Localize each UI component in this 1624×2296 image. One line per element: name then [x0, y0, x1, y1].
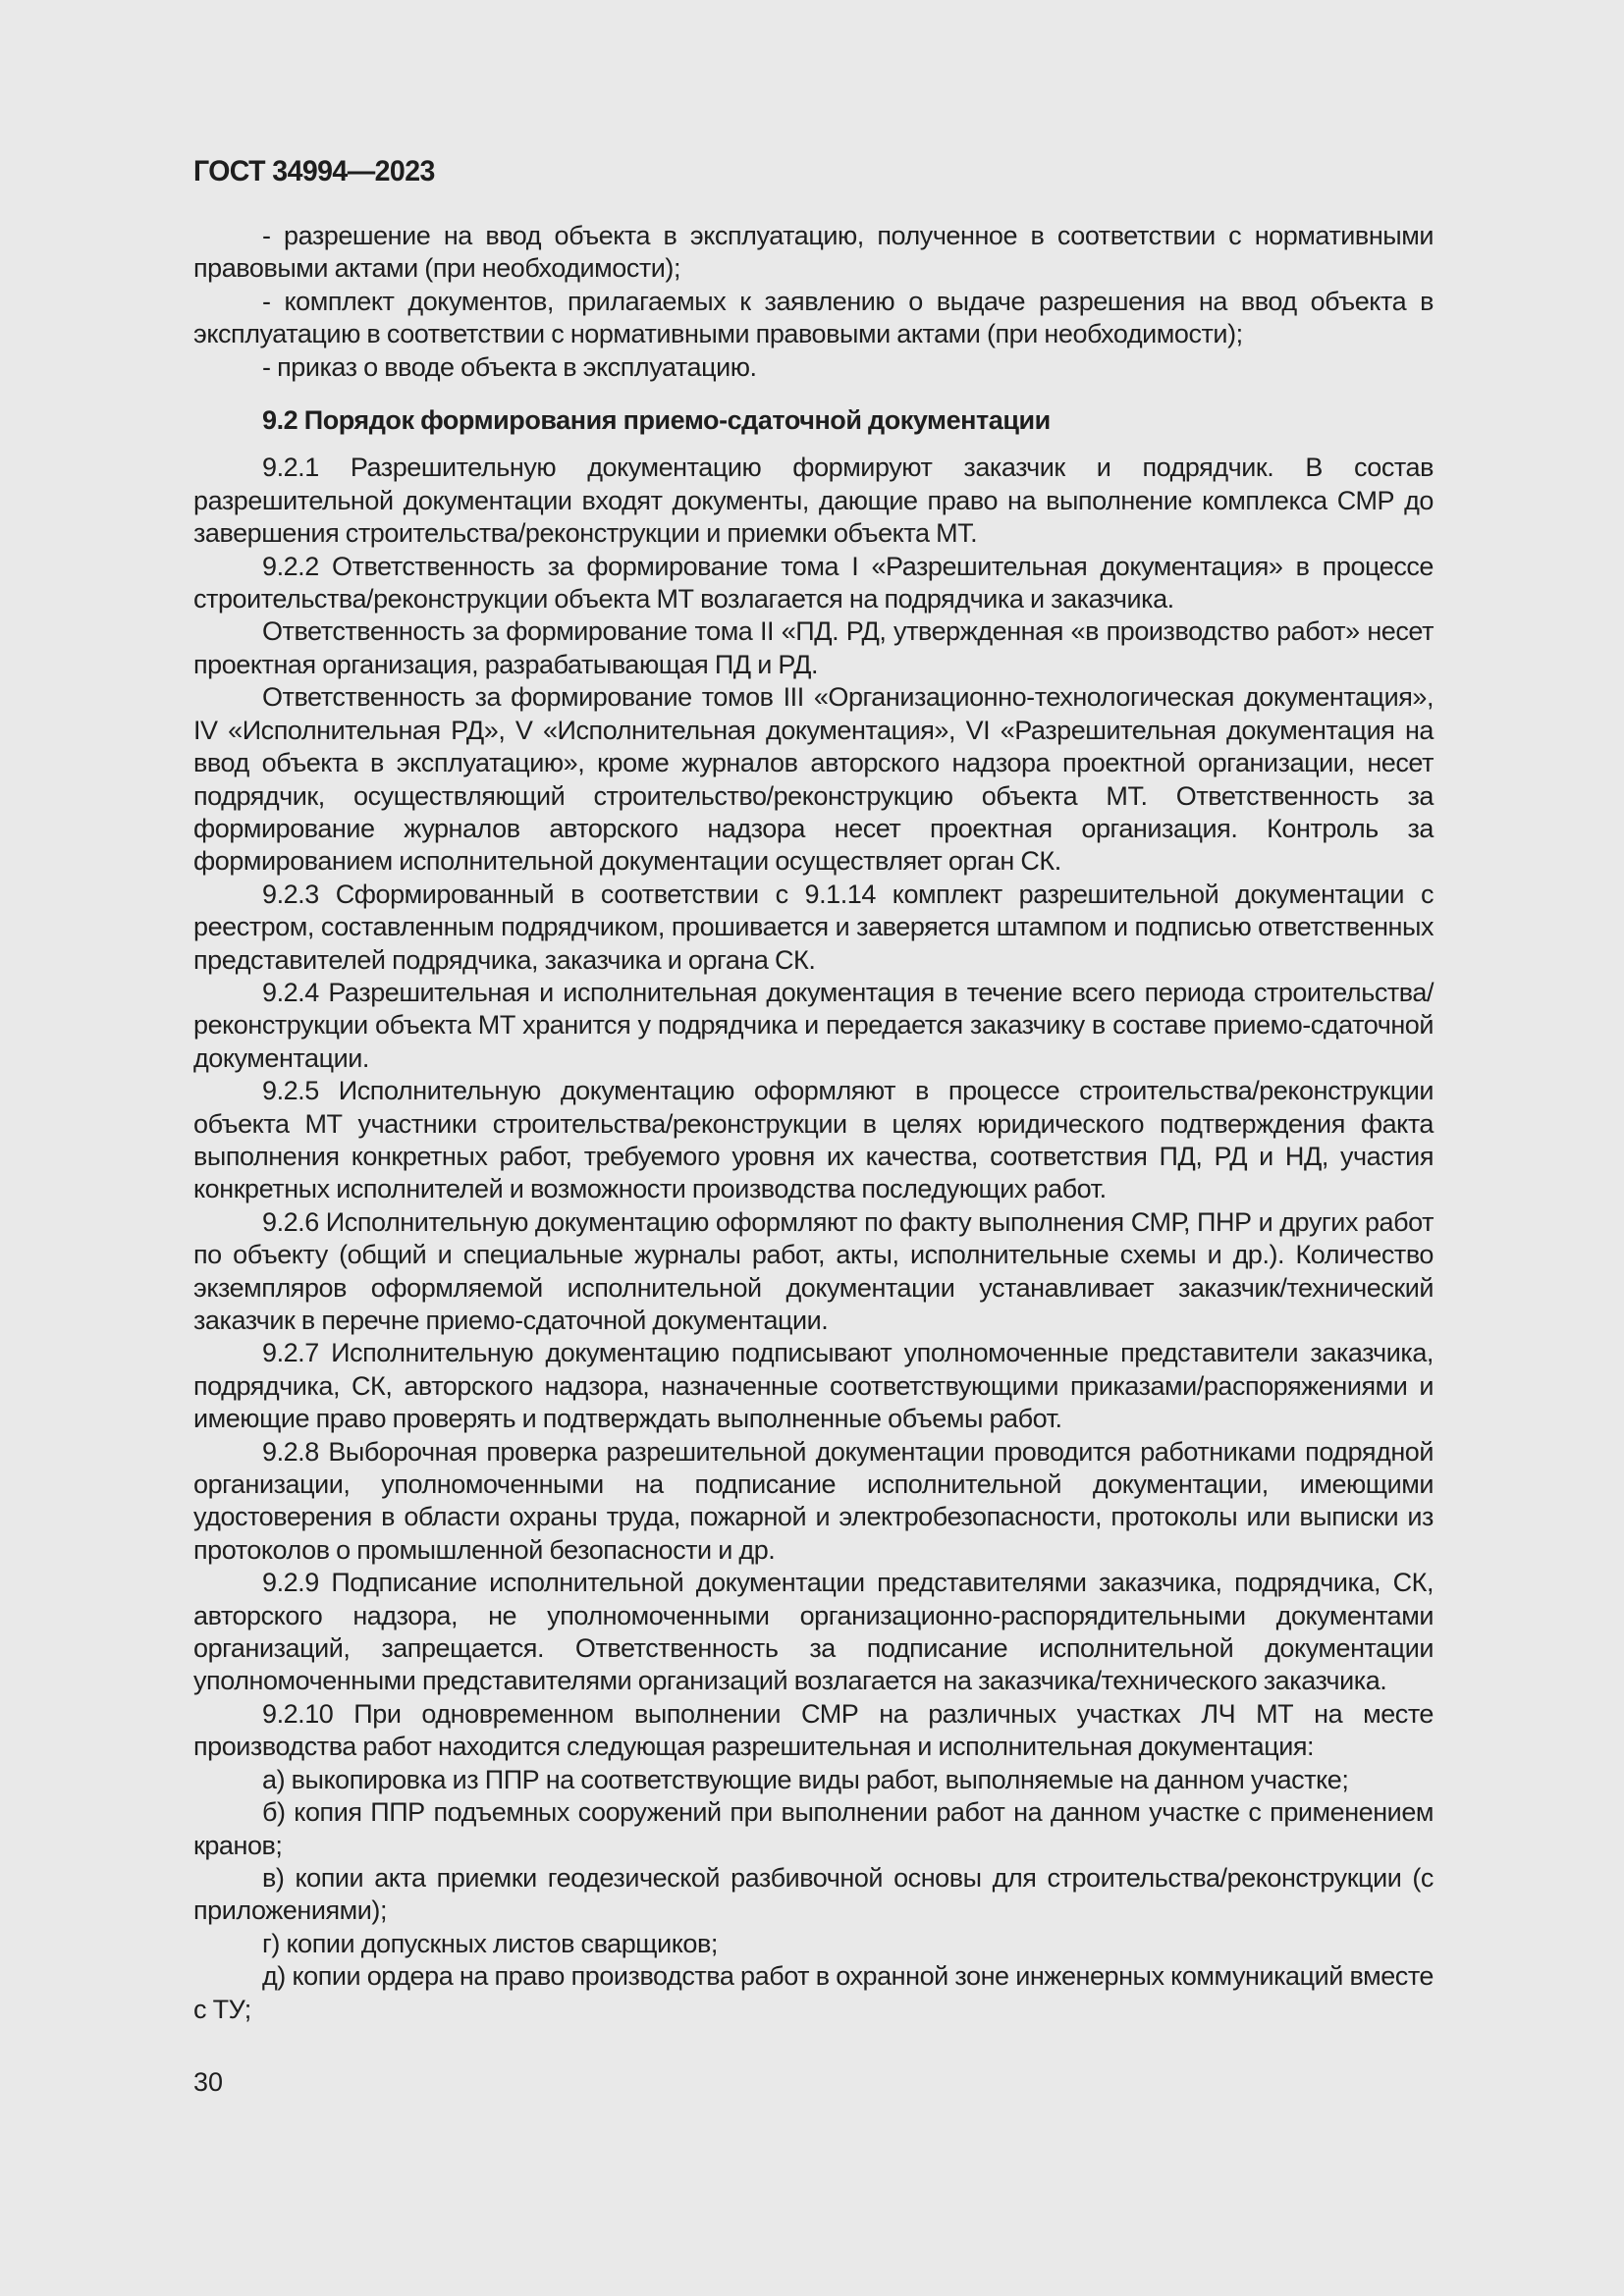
paragraph: 9.2.4 Разрешительная и исполнительная документация в течение всего периода строительства/реконструкции объекта МТ хранится у подрядчика и передается заказчику в составе приемо-сдаточной документации.: [193, 977, 1434, 1073]
list-item-dash: - разрешение на ввод объекта в эксплуатацию, полученное в соответствии с нормативными правовыми актами (при необходимости);: [193, 221, 1434, 284]
paragraph: 9.2.5 Исполнительную документацию оформляют в процессе строительства/реконструкции объекта МТ участники строительства/реконструкции в целях юридического подтверждения факта выполнения конкретных работ, требуемого уровня их качества, соответствия ПД, РД и НД, участия конкретных исполнителей и возможности производства последующих работ.: [193, 1076, 1434, 1204]
list-item-dash: - комплект документов, прилагаемых к заявлению о выдаче разрешения на ввод объекта в эксплуатацию в соответствии с нормативными правовыми актами (при необходимости);: [193, 286, 1434, 349]
document-body: [193, 220, 1434, 2026]
section-heading: 9.2 Порядок формирования приемо-сдаточной документации: [262, 405, 1051, 436]
paragraph: 9.2.2 Ответственность за формирование тома I «Разрешительная документация» в процессе строительства/реконструкции объекта МТ возлагается на подрядчика и заказчика.: [193, 551, 1434, 614]
list-item-letter: б) копия ППР подъемных сооружений при выполнении работ на данном участке с применением кранов;: [193, 1797, 1434, 1860]
document-code: ГОСТ 34994—2023: [193, 155, 435, 187]
paragraph: 9.2.8 Выборочная проверка разрешительной документации проводится работниками подрядной организации, уполномоченными на подписание исполнительной документации, имеющими удостоверения в области охраны труда, пожарной и электробезопасности, протоколы или выписки из протоколов о промышленной безопасности и др.: [193, 1436, 1434, 1565]
list-item-letter: в) копии акта приемки геодезической разбивочной основы для строительства/реконструкции (с приложениями);: [193, 1862, 1434, 1926]
paragraph: Ответственность за формирование томов III «Организационно-технологическая документация», IV «Исполнительная РД», V «Исполнительная документация», VI «Разрешительная документация на ввод объекта в эксплуатацию», кроме журналов авторского надзора проектной организации, несет подрядчик, осуществляющий строительство/реконструкцию объекта МТ. Ответственность за формирование журналов авторского надзора несет проектная организация. Контроль за формированием исполнительной документации осуществляет орган СК.: [193, 682, 1434, 877]
list-item-letter: а) выкопировка из ППР на соответствующие виды работ, выполняемые на данном участке;: [262, 1764, 1349, 1794]
paragraph: 9.2.9 Подписание исполнительной документации представителями заказчика, подрядчика, СК, авторского надзора, не уполномоченными организационно-распорядительными документами организаций, запрещается. Ответственность за подписание исполнительной документации уполномоченными представителями организаций возлагается на заказчика/технического заказчика.: [193, 1568, 1434, 1696]
paragraph: 9.2.6 Исполнительную документацию оформляют по факту выполнения СМР, ПНР и других работ по объекту (общий и специальные журналы работ, акты, исполнительные схемы и др.). Количество экземпляров оформляемой исполнительной документации устанавливает заказчик/технический заказчик в перечне приемо-сдаточной документации.: [193, 1206, 1434, 1335]
list-item-letter: д) копии ордера на право производства работ в охранной зоне инженерных коммуникаций вместе с ТУ;: [193, 1961, 1434, 2024]
paragraph: Ответственность за формирование тома II «ПД. РД, утвержденная «в производство работ» несет проектная организация, разрабатывающая ПД и РД.: [193, 616, 1434, 679]
paragraph: 9.2.3 Сформированный в соответствии с 9.1.14 комплект разрешительной документации с реестром, составленным подрядчиком, прошивается и заверяется штампом и подписью ответственных представителей подрядчика, заказчика и органа СК.: [193, 879, 1434, 975]
paragraph: 9.2.10 При одновременном выполнении СМР на различных участках ЛЧ МТ на месте производства работ находится следующая разрешительная и исполнительная документация:: [193, 1698, 1434, 1762]
paragraph: 9.2.1 Разрешительную документацию формируют заказчик и подрядчик. В состав разрешительной документации входят документы, дающие право на выполнение комплекса СМР до завершения строительства/реконструкции и приемки объекта МТ.: [193, 453, 1434, 549]
list-item-letter: г) копии допускных листов сварщиков;: [262, 1928, 718, 1958]
paragraph: 9.2.7 Исполнительную документацию подписывают уполномоченные представители заказчика, подрядчика, СК, авторского надзора, назначенные соответствующими приказами/распоряжениями и имеющие право проверять и подтверждать выполненные объемы работ.: [193, 1338, 1434, 1434]
page-number: 30: [193, 2067, 224, 2097]
list-item-dash: - приказ о вводе объекта в эксплуатацию.: [262, 351, 757, 382]
